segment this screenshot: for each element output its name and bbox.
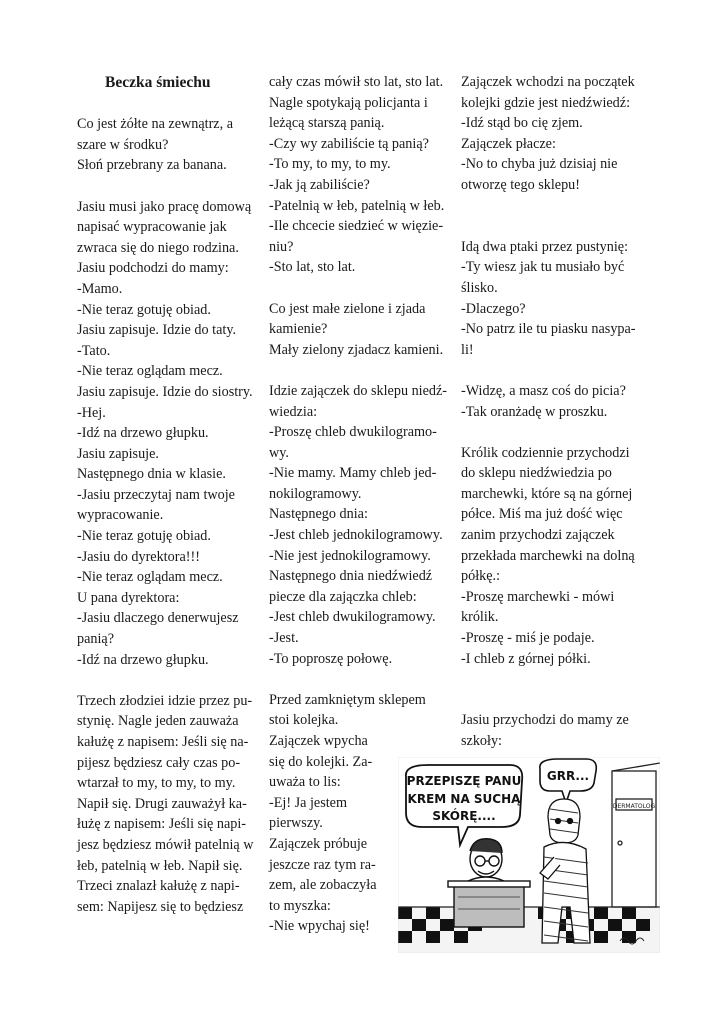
svg-text:PRZEPISZĘ PANU: PRZEPISZĘ PANU: [406, 774, 522, 788]
text-line: -Mamo.: [77, 280, 123, 297]
text-line: Następnego dnia niedźwiedź: [269, 568, 433, 585]
text-line: -Sto lat, sto lat.: [269, 259, 356, 276]
text-line: li!: [461, 341, 474, 358]
text-line: pierwszy.: [269, 815, 323, 832]
column-1: [77, 72, 263, 917]
text-line: ślisko.: [461, 279, 498, 296]
text-line: -Jasiu dlaczego denerwujesz: [77, 610, 239, 627]
text-line: -Nie teraz oglądam mecz.: [77, 363, 223, 380]
text-line: Jasiu zapisuje.: [77, 445, 159, 462]
text-line: -Proszę marchewki - mówi: [461, 588, 615, 605]
text-line: -Dlaczego?: [461, 300, 526, 317]
text-line: Słoń przebrany za banana.: [77, 157, 227, 174]
text-line: zwraca się do niego rodzina.: [77, 239, 239, 256]
text-line: -Jest.: [269, 630, 299, 647]
paragraph-gap: [461, 422, 647, 443]
text-line: -To my, to my, to my.: [269, 156, 391, 173]
text-line: -Tak oranżadę w proszku.: [461, 403, 608, 420]
text-line: -Czy wy zabiliście tą panią?: [269, 135, 429, 152]
text-line: -No to chyba już dzisiaj nie: [461, 156, 618, 173]
paragraph-gap: [77, 94, 263, 115]
text-line: -Patelnią w łeb, patelnią w łeb.: [269, 197, 445, 214]
page-title: Beczka śmiechu: [105, 74, 211, 91]
text-line: -Ej! Ja jestem: [269, 794, 348, 811]
text-line: do sklepu niedźwiedzia po: [461, 465, 612, 482]
cartoon-illustration: [398, 757, 660, 953]
text-line: jesz będziesz mówił patelnią w: [77, 836, 254, 853]
text-line: wypracowanie.: [77, 507, 164, 524]
text-line: łużę z napisem: Jeśli się napi-: [77, 816, 247, 833]
text-line: -Idź na drzewo głupku.: [77, 651, 209, 668]
text-line: Trzeci znalazł kałużę z napi-: [77, 878, 240, 895]
text-line: Zajączek wchodzi na początek: [461, 74, 635, 90]
text-line: -Tato.: [77, 342, 111, 359]
text-line: panią?: [77, 631, 115, 648]
text-line: -Jak ją zabiliście?: [269, 176, 370, 193]
text-line: półkę.:: [461, 568, 501, 585]
text-line: Zajączek płacze:: [461, 135, 556, 152]
text-line: Następnego dnia w klasie.: [77, 466, 226, 483]
text-line: łeb, patelnią w łeb. Napił się.: [77, 857, 243, 874]
text-line: -No patrz ile tu piasku nasypa-: [461, 321, 636, 338]
text-line: nokilogramowy.: [269, 485, 362, 502]
text-line: wy.: [269, 444, 289, 461]
text-line: Królik codziennie przychodzi: [461, 444, 630, 461]
text-line: cały czas mówił sto lat, sto lat.: [269, 74, 444, 90]
text-line: -Jest chleb dwukilogramowy.: [269, 609, 436, 626]
text-line: -Widzę, a masz coś do picia?: [461, 382, 626, 399]
paragraph-gap: [77, 176, 263, 197]
column-3: [461, 72, 647, 752]
text-line: -Jasiu przeczytaj nam twoje: [77, 486, 235, 503]
text-line: królik.: [461, 609, 499, 626]
text-line: kałużę z napisem: Jeśli się na-: [77, 734, 249, 750]
text-line: jeszcze raz tym ra-: [269, 856, 376, 873]
text-line: wiedzia:: [269, 403, 318, 420]
text-line: -Nie teraz gotuję obiad.: [77, 301, 211, 318]
svg-text:KREM NA SUCHĄ: KREM NA SUCHĄ: [407, 792, 521, 806]
text-line: to myszka:: [269, 897, 331, 914]
text-line: Trzech złodziei idzie przez pu-: [77, 692, 253, 709]
text-line: -Nie wpychaj się!: [269, 918, 370, 935]
desk: [448, 881, 530, 927]
text-line: Co jest żółte na zewnątrz, a: [77, 116, 233, 133]
text-line: szkoły:: [461, 733, 502, 749]
text-line: -Proszę chleb dwukilogramo-: [269, 424, 437, 441]
paragraph-gap: [269, 278, 454, 299]
paragraph-gap: [461, 690, 647, 711]
text-line: pijesz będziesz cały czas po-: [77, 754, 241, 771]
text-line: się do kolejki. Za-: [269, 753, 373, 770]
text-line: Napił się. Drugi zauważył ka-: [77, 795, 247, 812]
text-line: niu?: [269, 238, 294, 255]
text-line: -Idź stąd bo cię zjem.: [461, 115, 583, 132]
text-line: Jasiu zapisuje. Idzie do taty.: [77, 322, 237, 339]
text-line: uważa to lis:: [269, 774, 341, 791]
text-line: wtarzał to my, to my, to my.: [77, 775, 236, 792]
text-line: -Nie teraz gotuję obiad.: [77, 528, 211, 545]
text-line: Zajączek próbuje: [269, 835, 368, 852]
text-line: Nagle spotykają policjanta i: [269, 94, 428, 111]
text-line: -Nie teraz oglądam mecz.: [77, 569, 223, 586]
text-line: Jasiu zapisuje. Idzie do siostry.: [77, 383, 253, 400]
text-line: Jasiu przychodzi do mamy ze: [461, 712, 629, 729]
svg-text:GRR...: GRR...: [546, 769, 590, 783]
text-line: stoi kolejka.: [269, 712, 339, 729]
text-line: -Hej.: [77, 404, 106, 421]
paragraph-gap: [269, 669, 454, 690]
door-sign: DERMATOLOG: [612, 803, 656, 810]
text-line: -To poproszę połowę.: [269, 650, 393, 667]
text-line: półce. Miś ma już dość więc: [461, 506, 623, 523]
text-line: marchewki, które są na górnej: [461, 485, 633, 502]
paragraph-gap: [461, 669, 647, 690]
text-line: -I chleb z górnej półki.: [461, 650, 591, 667]
text-line: przekłada marchewki na dolną: [461, 547, 635, 564]
text-line: Jasiu podchodzi do mamy:: [77, 260, 229, 277]
text-line: -Jest chleb jednokilogramowy.: [269, 527, 443, 544]
text-line: Następnego dnia:: [269, 506, 368, 523]
text-line: stynię. Nagle jeden zauważa: [77, 713, 239, 730]
text-line: Idą dwa ptaki przez pustynię:: [461, 238, 629, 255]
svg-text:SKÓRĘ....: SKÓRĘ....: [432, 809, 496, 823]
text-line: Mały zielony zjadacz kamieni.: [269, 341, 444, 358]
paragraph-gap: [461, 216, 647, 237]
text-line: Co jest małe zielone i zjada: [269, 300, 426, 317]
text-line: kolejki gdzie jest niedźwiedź:: [461, 94, 631, 111]
text-line: -Ty wiesz jak tu musiało być: [461, 259, 625, 276]
text-line: -Nie jest jednokilogramowy.: [269, 547, 431, 564]
text-line: -Jasiu do dyrektora!!!: [77, 548, 200, 565]
paragraph-gap: [461, 360, 647, 381]
text-line: Zajączek wpycha: [269, 733, 368, 749]
text-line: kamienie?: [269, 321, 328, 338]
paragraph-gap: [461, 196, 647, 217]
text-line: -Ile chcecie siedzieć w więzie-: [269, 218, 444, 235]
text-line: otworzę tego sklepu!: [461, 176, 580, 193]
text-line: Idzie zajączek do sklepu niedź-: [269, 382, 448, 399]
text-line: zem, ale zobaczyła: [269, 877, 377, 894]
text-line: szare w środku?: [77, 136, 169, 153]
text-line: -Idź na drzewo głupku.: [77, 425, 209, 442]
text-line: -Proszę - miś je podaje.: [461, 630, 595, 647]
text-line: Przed zamkniętym sklepem: [269, 691, 426, 708]
text-line: piecze dla zajączka chleb:: [269, 588, 417, 605]
text-line: -Nie mamy. Mamy chleb jed-: [269, 465, 437, 482]
paragraph-gap: [77, 670, 263, 691]
text-line: U pana dyrektora:: [77, 589, 180, 606]
text-line: leżącą starszą panią.: [269, 115, 385, 132]
paragraph-gap: [269, 360, 454, 381]
text-line: Jasiu musi jako pracę domową: [77, 198, 252, 215]
text-line: sem: Napijesz się to będziesz: [77, 898, 244, 915]
text-line: zanim przychodzi zajączek: [461, 527, 615, 544]
text-line: napisać wypracowanie jak: [77, 219, 227, 236]
checkered-floor: [398, 907, 660, 953]
